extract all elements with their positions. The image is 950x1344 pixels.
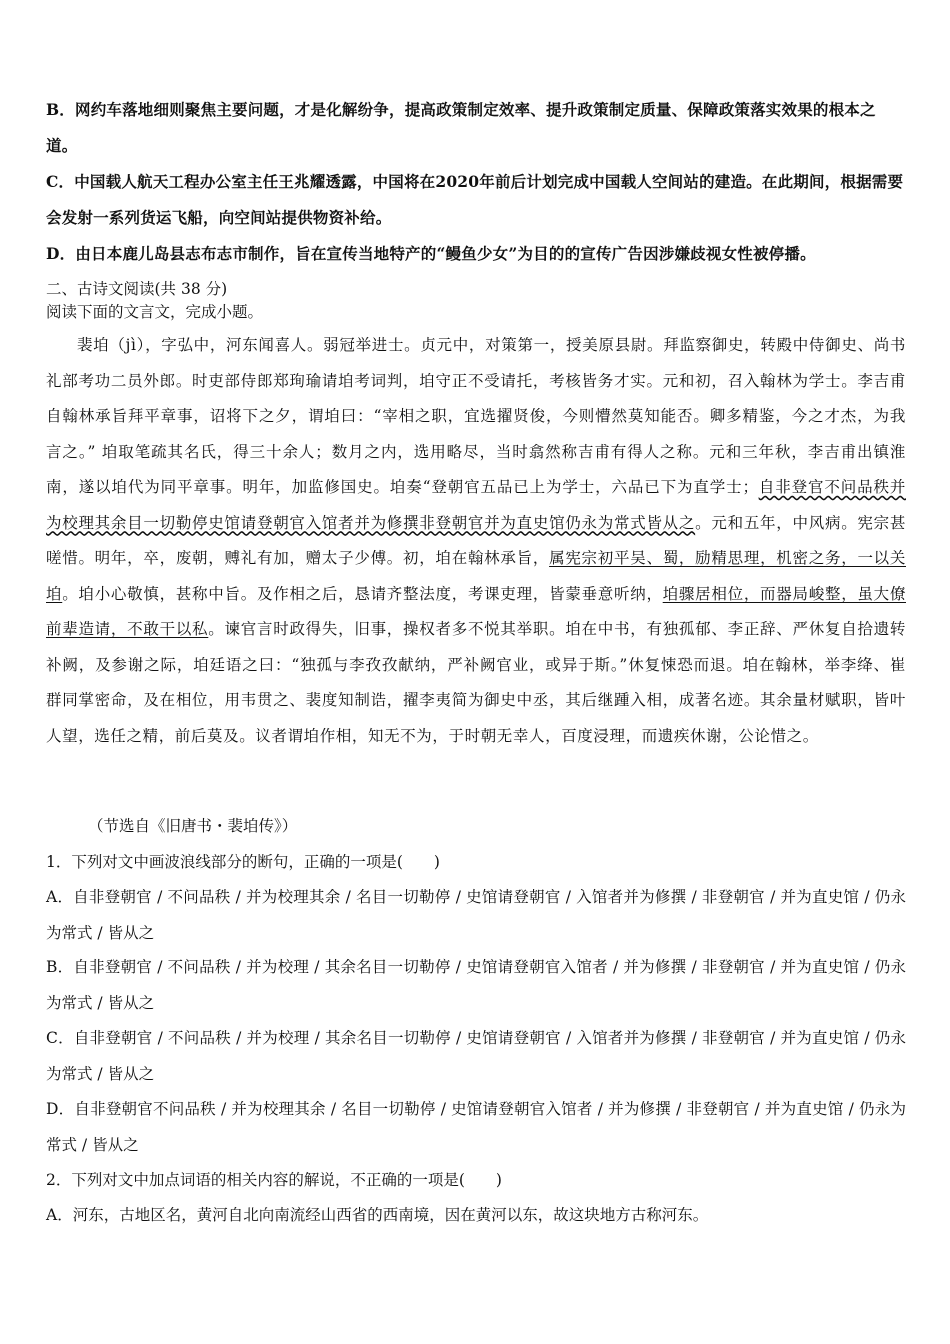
option-b-previous: B．网约车落地细则聚焦主要问题，才是化解纷争，提高政策制定效率、提升政策制定质量、保障政策落实效果的根本之道。	[46, 100, 876, 155]
question-1-option-b: B．自非登朝官 / 不问品秩 / 并为校理 / 其余名目一切勒停 / 史馆请登朝官入馆者 / 并为修撰 / 非登朝官 / 并为直史馆 / 仍永为常式 / 皆从之	[46, 958, 906, 1012]
question-2-stem: 2．下列对文中加点词语的相关内容的解说，不正确的一项是( )	[46, 1171, 502, 1189]
question-1-option-c: C．自非登朝官 / 不问品秩 / 并为校理 / 其余名目一切勒停 / 史馆请登朝官 / 入馆者并为修撰 / 非登朝官 / 并为直史馆 / 仍永为常式 / 皆从之	[46, 1029, 906, 1083]
passage-text-4: 。谏官言时政得失，旧事，操权者多不悦其举职。垍在中书，有独孤郁、李正辞、严休复自拾遗转补阙，及参谢之际，垍廷语之曰：“独孤与李孜孜献纳，严补阙官业，或异于斯。”休复悚恐而退。垍在翰林，举李绛、崔群同掌密命，及在相位，用韦贯之、裴度知制诰，擢李夷简为御史中丞，其后继踵入相，成著名迹。其余量材赋职，皆叶人望，选任之精，前后莫及。议者谓垍作相，知无不为，于时朝无幸人，百度浸理，而遗疾休谢，公论惜之。	[46, 620, 906, 745]
passage-text-1: 裴垍（jì），字弘中，河东闻喜人。弱冠举进士。贞元中，对策第一，授美原县尉。拜监察御史，转殿中侍御史、尚书礼部考功二员外郎。时吏部侍郎郑珣瑜请垍考词判，垍守正不受请托，考核皆务才实。元和初，召入翰林为学士。李吉甫自翰林承旨拜平章事，诏将下之夕，谓垍曰：“宰相之职，宜选擢贤俊，今则懵然莫知能否。卿多精鉴，今之才杰，为我言之。” 垍取笔疏其名氏，得三十余人；数月之内，选用略尽，当时翕然称吉甫有得人之称。元和三年秋，李吉甫出镇淮南，遂以垍代为同平章事。明年，加监修国史。垍奏“登朝官五品已上为学士，六品已下为直学士；	[46, 336, 906, 496]
option-c-previous: C．中国载人航天工程办公室主任王兆耀透露，中国将在2020年前后计划完成中国载人空间站的建造。在此期间，根据需要会发射一系列货运飞船，向空间站提供物资补给。	[46, 172, 904, 227]
wavy-underlined-text: 自非登官不问品秩并为校理其余目一切勒停史馆请登朝官入馆者并为修撰非登朝官并为直史馆仍永为常式皆从之	[46, 478, 906, 532]
question-1-option-d: D．自非登朝官不问品秩 / 并为校理其余 / 名目一切勒停 / 史馆请登朝官入馆者 / 并为修撰 / 非登朝官 / 并为直史馆 / 仍永为常式 / 皆从之	[46, 1100, 906, 1154]
section-instruction: 阅读下面的文言文，完成小题。	[46, 303, 264, 321]
passage-text-3: 。垍小心敬慎，甚称中旨。及作相之后，恳请齐整法度，考课吏理，皆蒙垂意听纳，	[62, 584, 663, 603]
passage-text-2: 。元和五年，中风病。宪宗甚嗟惜。明年，卒，废朝，赙礼有加，赠太子少傅。初，垍在翰林承旨，	[46, 513, 906, 567]
passage-source: （节选自《旧唐书・裴垍传》）	[88, 817, 298, 835]
option-d-previous: D．由日本鹿儿岛县志布志市制作，旨在宣传当地特产的“鳗鱼少女”为目的的宣传广告因涉嫌歧视女性被停播。	[46, 244, 816, 263]
underlined-sentence-2: 垍骤居相位，而器局峻整，虽大僚前辈造请，不敢干以私	[46, 584, 906, 638]
question-1-stem: 1．下列对文中画波浪线部分的断句，正确的一项是( )	[46, 853, 440, 871]
question-1-option-a: A．自非登朝官 / 不问品秩 / 并为校理其余 / 名目一切勒停 / 史馆请登朝官 / 入馆者并为修撰 / 非登朝官 / 并为直史馆 / 仍永为常式 / 皆从之	[46, 888, 906, 942]
underlined-sentence-1: 属宪宗初平吴、蜀，励精思理，机密之务，一以关垍	[46, 549, 906, 603]
classical-passage	[46, 328, 906, 754]
question-2-option-a: A．河东，古地区名，黄河自北向南流经山西省的西南境，因在黄河以东，故这块地方古称河东。	[46, 1206, 709, 1224]
section-title: 二、古诗文阅读(共 38 分)	[46, 280, 228, 298]
